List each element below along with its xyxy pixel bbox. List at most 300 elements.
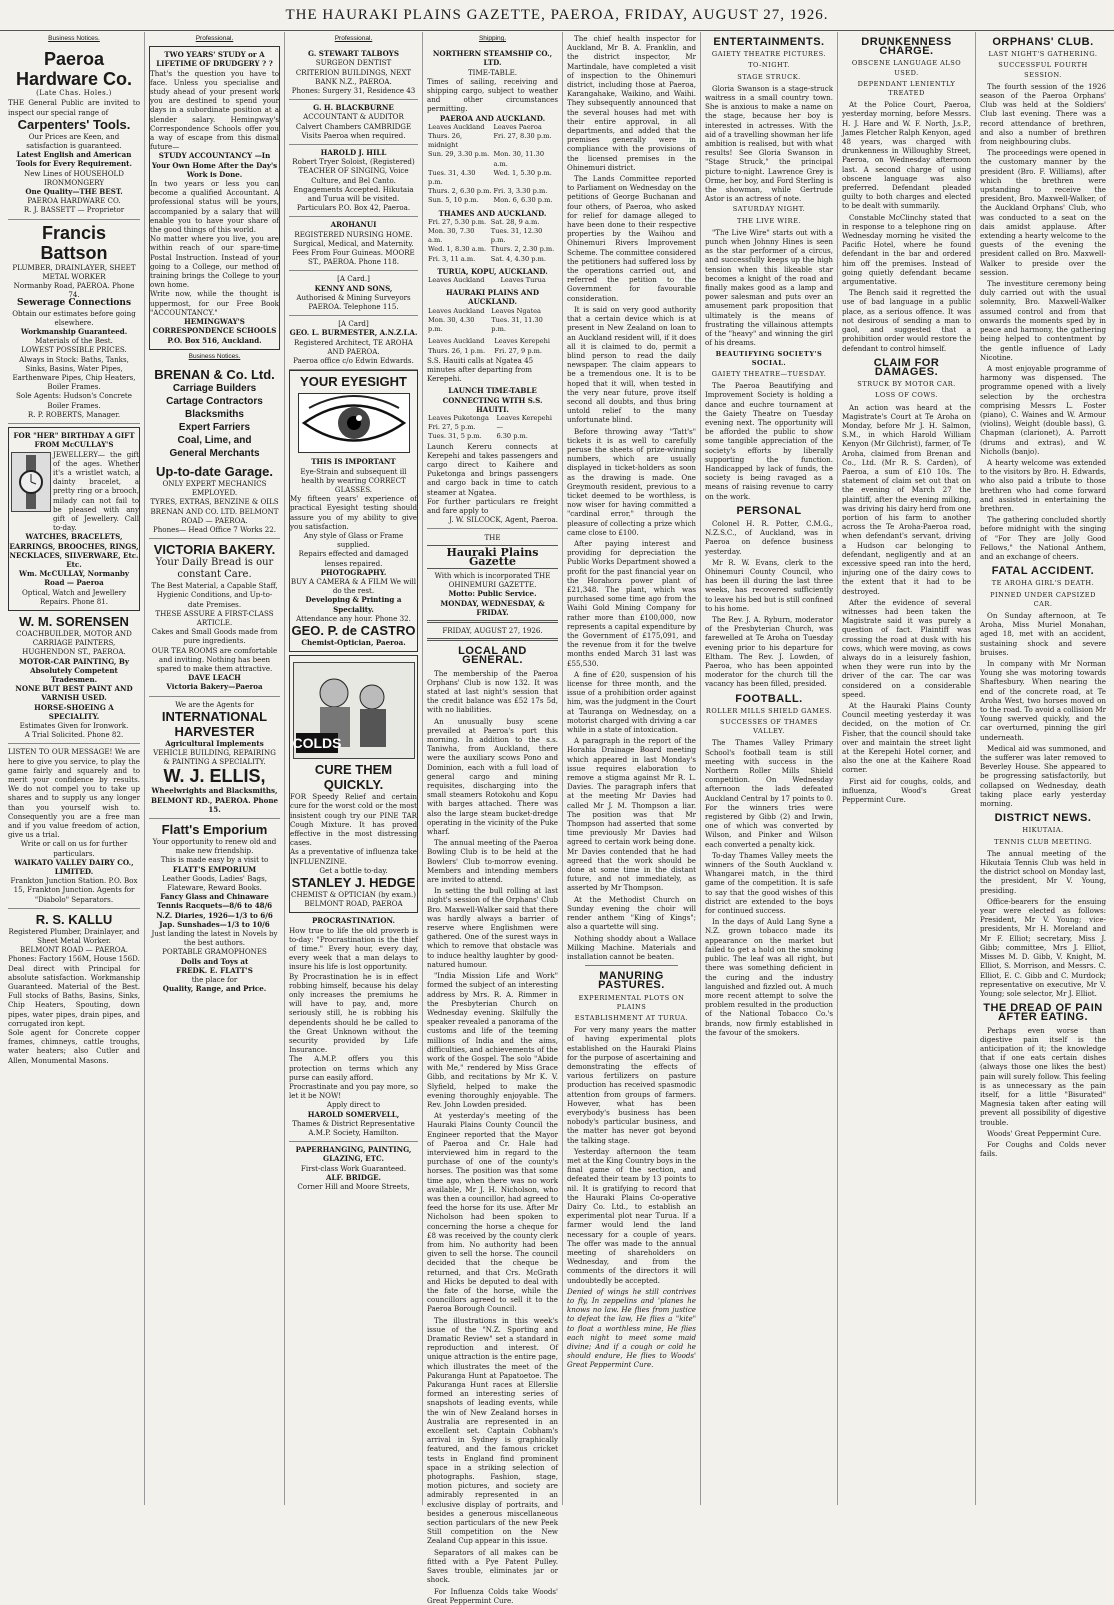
motto: Motto: Public Service.: [448, 589, 537, 599]
paragraph: In setting the bull rolling at last night's session of the Orphans' Club Bro. Maxwell-Walker said that there was hardly always a barrier of reserve where Englishmen were gathered. One of the surest ways in which to remove that obstacle was to induce healthy laughter by good-natured humour.: [427, 886, 558, 969]
brenan-phones: Phones— Head Office 7 Works 22.: [152, 524, 277, 534]
cell: Fri. 27, 5.30 p.m.: [428, 217, 487, 226]
paragraph: The annual meeting of the Paeroa Bowling Club is to be held at the Bowlers' Club to-morrow evening. Members and intending members are invited to attend.: [427, 838, 558, 885]
procrastination-ad: [289, 913, 418, 1142]
important: THIS IS IMPORTANT: [311, 457, 396, 467]
gaiety-tuesday: GAIETY THEATRE—TUESDAY.: [711, 369, 827, 378]
saturday-night: SATURDAY NIGHT.: [732, 205, 806, 214]
paragraph: At the Police Court, Paeroa, yesterday morning, before Messrs. H. J. Hare and W. F. North, J.s.P., James Fletcher Ralph Kenyon, aged 48 years, was charged with drunkenness in Willoughby Street, Paeroa, on Wednesday afternoon last. A second charge of using obscene language was also preferred. Defendant pleaded guilty to both charges and elected to be dealt with summarily.: [842, 100, 971, 211]
cell: Thurs. 26, 1 p.m.: [428, 346, 486, 355]
cell: Leaves Ngatea: [491, 306, 541, 315]
garage-heading: Up-to-date Garage.: [155, 463, 273, 479]
news-continued: [567, 34, 696, 961]
cell: Thurs. 26, midnight: [428, 132, 463, 150]
blackburne-trade: ACCOUNTANT & AUDITOR: [303, 112, 404, 122]
dave-leach: DAVE LEACH: [188, 673, 241, 683]
battson-trade: PLUMBER, DRAINLAYER, SHEET METAL WORKER: [12, 262, 136, 281]
paragraph: The fourth session of the 1926 season of the Paeroa Orphans' Club was held at the Soldiers' Club last evening. There was a record attendance of brethren, and also a number of brethren from neighbouring clubs.: [980, 81, 1106, 147]
paragraph: The Bench said it regretted the use of bad language in a public place, as a serious offence. It was not desirous of sending a man to gaol, and suggested that a prohibition order would restore the defendant to control himself.: [842, 288, 971, 353]
cell: Tues. 31, 11.30 p.m.: [491, 315, 543, 334]
kenny-ad: [289, 271, 418, 316]
battson-name: Francis Battson: [40, 222, 108, 263]
none-but-best: NONE BUT BEST PAINT AND VARNISH USED.: [15, 684, 133, 703]
column-subheader: Business Notices.: [188, 352, 241, 360]
cell: Leaves Auckland: [428, 337, 485, 346]
brenan-name: BRENAN & Co. Ltd.: [154, 366, 275, 382]
blackburne-visits: Visits Paeroa when required.: [301, 130, 406, 140]
paragraph: The investiture ceremony being duly carried out with the usual solemnity, Bro. Maxwell-Walker assumed control and from that onwards the moments sped by in peace and harmony, the gathering being helped to contentment by the gentle influence of Lady Nicotine.: [980, 279, 1106, 362]
route-3-head-0: Leaves Auckland: [428, 276, 485, 285]
hemingway: HEMINGWAY'S CORRESPONDENCE SCHOOLS P.O. Box 516, Auckland.: [152, 317, 277, 345]
study-text-2: In two years or less you can become a qualified Accountant. A professional status will be yours, accompanied by a salary that will enable you to have your share of the good things of this world.: [150, 179, 279, 235]
talboys-name: G. STEWART TALBOYS: [308, 49, 399, 59]
arohanui-trade: REGISTERED NURSING HOME. Surgical, Medical, and Maternity. Fees From Four Guineas. MOORE ST., PAEROA. Phone 118.: [292, 229, 415, 267]
tyres: TYRES, EXTRAS, BENZINE & OILS: [150, 497, 279, 507]
table-row: [427, 255, 558, 264]
cell: Sat. 28, 9 a.m.: [490, 217, 540, 226]
issue-date: FRIDAY, AUGUST 27, 1926.: [442, 625, 543, 635]
flatts-text: Your opportunity to renew old and make new friendship.: [152, 836, 277, 856]
gazette-nameplate: [427, 533, 558, 665]
route-1-head-1: Leaves Paeroa: [493, 122, 542, 131]
launch-table: [427, 414, 558, 442]
table-row: [427, 316, 558, 334]
tonight: TO-NIGHT.: [748, 61, 790, 70]
struck: STRUCK BY MOTOR CAR.: [857, 380, 956, 389]
cell: Wed. 1, 5.30 p.m.: [493, 168, 552, 177]
manager: R. P. ROBERTS, Manager.: [27, 409, 121, 419]
fatal-heading: FATAL ACCIDENT.: [991, 565, 1095, 578]
mccullay-text: JEWELLERY— the gift of the ages. Whether it's a wristlet watch, a dainty bracelet, a pretty ring or a brooch, milady can not fail to be pleased with any gift of Jewellery. Call to-day.: [53, 449, 139, 533]
paragraph: Woods' Great Peppermint Cure.: [987, 1128, 1102, 1138]
cell: Mon. 6, 6.30 p.m.: [493, 196, 553, 205]
column-2: [145, 32, 285, 1505]
implements: Agricultural Implements: [165, 738, 264, 748]
photography: PHOTOGRAPHY.: [320, 567, 387, 577]
table-row: [427, 150, 558, 168]
battson-ad: [8, 220, 140, 424]
district-article: [980, 849, 1106, 998]
attendance: Attendance any hour. Phone 32.: [296, 613, 411, 623]
kallu-ad: [8, 909, 140, 1069]
route-3-title: TURUA, KOPU, AUCKLAND.: [437, 266, 548, 276]
study-text: That's the question you have to face. Unless you specialise and study ahead of your present work you are destined to spend your days in a subordinate position at a slender salary. Hemingway's Correspondence Schools offer you a way of escape from this dismal future—: [150, 68, 279, 152]
motorcar-painting: MOTOR-CAR PAINTING, By Absolutely Competent Tradesmen.: [19, 656, 129, 684]
talboys-trade: SURGEON DENTIST: [315, 58, 392, 68]
study-title: TWO YEARS' STUDY or A LIFETIME OF DRUDGERY ? ?: [156, 50, 273, 69]
eye-text-4: Repairs effected and damaged lenses repaired.: [298, 549, 409, 568]
route-3-head-1: Leaves Turua: [500, 276, 546, 285]
column-header: Shipping.: [478, 35, 507, 42]
mccullay-list: WATCHES, BRACELETS, EARRINGS, BROOCHES, RINGS, NECKLACES, SILVERWARE, Etc. Etc.: [9, 532, 139, 569]
quality-range: Quality, Range, and Price.: [162, 984, 267, 994]
study-text-4: Write now, while the thought is uppermost, for our Free Book "ACCOUNTANCY.": [150, 289, 279, 317]
somerville-name: HAROLD SOMERVELL,: [307, 1109, 400, 1119]
ellis-ad: [149, 697, 280, 819]
steamship-ad: [427, 46, 558, 529]
firstclass: First-class Work Guaranteed.: [300, 1163, 407, 1173]
brenan-ad: [149, 364, 280, 539]
dependant: DEPENDANT LENIENTLY TREATED: [857, 79, 956, 98]
mccullay-head: FOR "HER" BIRTHDAY A GIFT FROM McCULLAY'S: [13, 431, 135, 450]
route-4-title: HAURAKI PLAINS AND AUCKLAND.: [445, 288, 540, 307]
paragraph: The annual meeting of the Hikutaia Tennis Club was held in the district school on Monday last, the president, Mr V. Young, presiding.: [980, 848, 1106, 895]
arohanui-ad: [289, 217, 418, 271]
paragraph: For very many years the matter of having experimental plots established on the Hauraki Plains for the purpose of ascertaining and demonstrating the effects of various fertilizers on pasture production has received spasmodic attention from groups of farmers. However, what has been everybody's business has been nobody's particular business, and the matter has never got beyond the talking stage.: [567, 1025, 696, 1145]
silcock: J. W. SILCOCK, Agent, Paeroa.: [448, 515, 558, 525]
bridge-ad: [289, 1142, 418, 1195]
column-6: [701, 32, 838, 1505]
paragraph: The Paeroa Beautifying and Improvement Society is holding a dance and euchre tournament at the Gaiety Theatre on Tuesday evening next. The opportunity will be afforded the public to show some tangible appreciation of the society's efforts by liberally supporting the function. Handicapped by lack of funds, the society is being ravaged as a means of raising revenue to carry on the work.: [705, 381, 833, 501]
paragraph: A hearty welcome was extended to the visitors by Bro. H. Edwards, who also paid a tribute to those brethren who had come forward and assisted in entertaining the brethren.: [980, 457, 1106, 513]
bakery-text: The Best Material, a Capable Staff, Hygienic Conditions, and Up-to-date Premises.: [151, 581, 278, 609]
harvester: INTERNATIONAL HARVESTER: [161, 708, 268, 739]
paragraph: The chief health inspector for Auckland, Mr B. A. Franklin, and the district inspector, Mr Martindale, have completed a visit of inspection to the Ohinemuri district, including those at Paeroa, Karangahake, Waikino, and Waihi. They subsequently announced that the several houses had met with their entire approval, in all departments, and added that the premises generally were in compliance with the provisions of the licensed premises in the Ohinemuri district.: [567, 34, 696, 172]
victoria-ad: [149, 539, 280, 696]
hikutaia: HIKUTAIA.: [1022, 826, 1064, 835]
diaries: N.Z. Diaries, 1926—1/3 to 6/6: [156, 910, 273, 920]
watch-illustration: [11, 452, 51, 512]
personal-article: [705, 519, 833, 689]
bridge-name: ALF. BRIDGE.: [325, 1172, 382, 1182]
hardware-ad: [8, 46, 140, 219]
battson-address: Normanby Road, PAEROA. Phone 74.: [13, 281, 135, 300]
cell: Tues. 31, 12.30 p.m.: [490, 227, 543, 245]
materials: Materials of the Best.: [35, 336, 113, 346]
table-row: [427, 132, 558, 150]
gazette-title: Hauraki Plains Gazette: [427, 545, 558, 569]
cell: —: [496, 423, 504, 432]
paragraph: The membership of the Paeroa Orphans' Club is now 132. It was stated at last night's session that the credit balance was £52 17s 5d, with no liabilities.: [427, 668, 558, 715]
flatts-name: Flatt's Emporium: [161, 821, 268, 837]
kallu-text: Deal direct with Principal for absolute satisfaction. Workmanship Guaranteed. Material of the Best. Full stocks of Baths, Basins, Sinks, Chip Heaters, Spouting, down pipes, water pipes, drain pipes, and corrugated iron kept.: [8, 963, 140, 1028]
novels: Just landing the latest in Novels by the best authors.: [151, 929, 278, 948]
hardware-name: Paeroa Hardware Co.: [15, 49, 133, 90]
tennis: Tennis Racquets—8/6 to 48/6: [156, 901, 273, 911]
beautifying-article: [705, 381, 833, 501]
paragraph: After paying interest and providing for depreciation the Public Works Department showed a profit for the past financial year on the Horahora power plant of £21,348. The plant, which was purchased some time ago from the Waihi Gold Mining Company for rather more than £100,000, now represents a capital expenditure by the Government of £175,091, and the revenue from it for the twelve months ended March 31 last was £55,530.: [567, 538, 696, 668]
successful: SUCCESSFUL FOURTH SESSION.: [998, 61, 1088, 79]
column-1: [4, 32, 145, 1505]
fancy: Fancy Glass and Chinaware: [160, 892, 269, 902]
paragraph: A fine of £20, suspension of his license for three month, and the issue of a prohibition order against him, was the judgment in the Court at Tauranga on Wednesday, on a motorist charged with driving a car while in a state of intoxication.: [567, 669, 696, 735]
waikato-sub: Frankton Junction Station. P.O. Box 15, Frankton Junction. Agents for "Diabolo" Separators.: [10, 876, 138, 904]
somerville-trade: Thames & District Representative A.M.P. Society, Hamilton.: [292, 1118, 415, 1138]
assure: THESE ASSURE A FIRST-CLASS ARTICLE.: [155, 608, 274, 627]
paragraph: In company with Mr Norman Young she was motoring towards Shaftesbury. When nearing the end of the concrete road, at Te Aroha West, two horses moved on to the road. To avoid a collision Mr Young swerved quickly, and the car overturned, pinning the girl underneath.: [980, 659, 1106, 742]
orphans-article: [980, 82, 1106, 561]
paragraph: The Thames Valley Primary School's football team is still meeting with success in the Northern Roller Mills Shield competition. On Wednesday afternoon the lads defeated Auckland Central by 17 points to 0. For the winners tries were registered by Gibb (2) and Irwin, one of which was converted by Wilson, and Pinker and Wilson each converted a penalty kick.: [705, 738, 833, 849]
pinned: PINNED UNDER CAPSIZED CAR.: [990, 590, 1096, 608]
days: MONDAY, WEDNESDAY, & FRIDAY.: [440, 598, 545, 617]
timetable-text: Times of sailing, receiving and shipping cargo, subject to weather and other circumstances permitting.: [427, 76, 558, 114]
bridge-address: Corner Hill and Moore Streets,: [297, 1182, 410, 1192]
ellis-trade: Wheelwrights and Blacksmiths,: [151, 786, 278, 796]
paragraph: Perhaps even worse than digestive pain itself is the anticipation of it; the knowledge that if one eats certain dishes (always those one likes the best) pain will surely follow. This feeling is as unnecessary as the pain itself, for a little "Bisurated" Magnesia taken after eating will prevent all possibility of digestive trouble.: [980, 1025, 1106, 1127]
hardware-text: THE General Public are invited to inspect our special range of: [8, 98, 140, 117]
burmester-office: Paeroa office c/o Edwin Edwards.: [293, 356, 414, 366]
mccullay-sub: Optical, Watch and Jewellery Repairs. Phone 81.: [21, 587, 127, 606]
cell: Fri. 27, 8.30 p.m.: [493, 132, 552, 141]
cakes: Cakes and Small Goods made from pure ingredients.: [151, 627, 278, 646]
paragraph: The Lands Committee reported to Parliament on Wednesday on the petitions of George Buchanan and four others, of Paeroa, who asked for relief for damage alleged to have been done to their respective properties by the Waihou and Ohinemuri Rivers Improvement Scheme. The committee considered the petitioners had suffered loss by the operations carried out, and referred the petition to the Government for favourable consideration.: [567, 174, 696, 303]
girl-death: TE AROHA GIRL'S DEATH.: [991, 579, 1095, 588]
estimates: Estimates Given for Ironwork.: [19, 720, 129, 730]
bottle: Get a bottle to-day.: [319, 865, 388, 875]
eye-text-3: Any style of Glass or Frame supplied.: [303, 530, 404, 550]
cell: Leaves Kerepehi: [496, 413, 552, 422]
kenny-card: [A Card.]: [337, 274, 370, 284]
horseshoeing: HORSE-SHOEING A SPECIALITY.: [34, 702, 114, 721]
eye-text-2: My fifteen years' experience of practical Eyesight testing should assure you of my ability to give you satisfaction.: [290, 494, 417, 531]
district-heading: DISTRICT NEWS.: [994, 812, 1092, 825]
newspaper-columns: [4, 32, 1110, 1605]
table-row: [427, 227, 558, 245]
orphans-heading: ORPHANS' CLUB.: [992, 36, 1094, 48]
manuring-sub: EXPERIMENTAL PLOTS ON PLAINS: [578, 993, 685, 1011]
apply: Apply direct to: [326, 1100, 381, 1110]
sorensen-trade: COACHBUILDER, MOTOR AND CARRIAGE PAINTERS, HUGHENDON ST., PAEROA.: [16, 628, 132, 657]
hardware-text-2: Our Prices are Keen, and satisfaction is guaranteed.: [26, 131, 122, 151]
eye-illustration: [298, 393, 410, 453]
proprietor: R. J. BASSETT — Proprietor: [23, 205, 125, 215]
column-8: [976, 32, 1110, 1505]
paragraph: Gloria Swanson is a stage-struck waitress in a small country town. She is anxious to make a name on the stage, because her boy is interested in actresses. With the aid of a travelling showman her life ambition is realised, but with what results! See Gloria Swanson in "Stage Struck," the principal picture to-night. Lawrence Grey is Orme, her boy, and Ford Sterling is the showman, while Gertrude Astor is an actress of note.: [705, 83, 833, 204]
blackburne-address: Calvert Chambers CAMBRIDGE: [295, 121, 412, 131]
kallu-name: R. S. KALLU: [35, 911, 113, 927]
hedge-address: BELMONT ROAD, PAEROA: [304, 899, 403, 909]
trial: A Trial Solicited. Phone 82.: [24, 730, 124, 740]
manuring-heading: MANURING PASTURES.: [598, 970, 665, 992]
table-row: [427, 432, 558, 441]
castro-trade: Chemist-Optician, Paeroa.: [301, 637, 406, 647]
cell: Thurs. 2, 6.30 p.m.: [428, 187, 492, 196]
write-text: Write or call on us for further particulars.: [20, 839, 128, 858]
flatts-emporium: FLATT'S EMPORIUM: [172, 864, 257, 874]
ellis-name: W. J. ELLIS,: [163, 766, 266, 787]
talboys-phones: Phones: Surgery 31, Residence 43: [291, 86, 416, 96]
burmester-trade: Registered Architect, TE AROHA AND PAEROA.: [294, 337, 413, 356]
cell: Sun. 5, 10 p.m.: [428, 196, 479, 205]
paragraph: The proceedings were opened in the customary manner by the president (Bro. F. Williams), after which the brethren were upstanding to receive the president, Bro. Maxwell-Walker, of the Auckland Orphans' Club, who was conducted to a seat on the dais amidst applause. After extending a hearty welcome to the guests of the evening the president called on Bro. Maxwell-Walker to preside over the session.: [980, 148, 1106, 277]
flatts-text-2: This is made easy by a visit to: [160, 855, 269, 865]
agents-for: We are the Agents for: [175, 699, 254, 709]
paragraph: Denied of wings he still contrives to fly, In zeppelins and 'planes he knows no law. He flies from justice to defeat the law, He flies a "kite" to float a worthless mine, He flies each night to meet some maid divine; And if a cough or cold he should endure, He flies to Woods' Great Peppermint Cure.: [567, 1286, 696, 1370]
paragraph: To-day Thames Valley meets the winners of the South Auckland v. Whangarei match, in the third game of the competition. It is safe to say that the good wishes of this district are extended to the boys for continued success.: [705, 850, 833, 916]
cell: Leaves Kerepehi: [494, 337, 550, 346]
paragraph: "India Mission Life and Work" formed the subject of an interesting address by Mrs. R. A. Rimmer in the Presbyterian Church on Wednesday evening. Skilfully the speaker revealed a panorama of the customs and life of the teeming millions of India and the aims, difficulties, and achievements of the work of the Gospel. The solo "Abide with Me," rendered by Miss Grace Gibb, and recitations by Mr K. V. Slyfield, helped to make the evening thoroughly enjoyable. The Rev. John Lowden presided.: [427, 971, 558, 1109]
kenny-trade: Authorised & Mining Surveyors PAEROA. Telephone 115.: [296, 292, 411, 312]
colds-label: COLDS: [292, 735, 341, 752]
sewerage-heading: Sewerage Connections: [16, 298, 132, 309]
paragraph: At the Hauraki Plains County Council meeting yesterday it was decided, on the motion of Cr. Fisher, that the council should take over and maintain the street light at the Kerepehi Hotel corner, and also the one at the Kaihere Road corner.: [842, 701, 971, 775]
mccullay-name: Wm. McCULLAY, Normanby Road — Paeroa: [19, 569, 129, 588]
paragraph: Medical aid was summoned, and the sufferer was later removed to Beverley House. She appeared to be progressing satisfactorily, but collapsed on Wednesday, death taking place early yesterday morning.: [980, 743, 1106, 809]
cell: Mon. 30, 4.30 p.m.: [428, 315, 475, 334]
eyesight-heading: YOUR EYESIGHT: [300, 374, 407, 390]
loss: LOSS OF COWS.: [875, 391, 938, 400]
steamship-name: NORTHERN STEAMSHIP CO., LTD.: [432, 49, 553, 68]
route-5-table: [427, 337, 558, 355]
claim-heading: CLAIM FOR DAMAGES.: [873, 356, 940, 378]
paragraph: At yesterday's meeting of the Hauraki Plains County Council the Engineer reported that the Mayor of Paeroa and Cr. Hale had interviewed him in regard to the purchase of one of the county's horses. The position was that some time ago, when there was no work available, Mr J. H. Nicholson, who was then a councillor, had agreed to feed the horse for its use. After Mr Nicholson had been spoken to concerning the horse a cheque for £8 was received by the county clerk from him. No authority had been given to sell the horse. The council decided that the cheque be returned, and that Crs. McGrath and Hicks be deputed to deal with the fate of the horse, while the councillors agreed to sell it to the Paeroa Borough Council.: [427, 1111, 558, 1314]
castro-name: GEO. P. de CASTRO: [291, 622, 416, 638]
paragraph: In the days of Auld Lang Syne a N.Z. grown tobacco made its appearance on the market but failed to get a hold on the smoking public. The leaf was all right, but there was something deficient in the curing and the industry languished and fizzled out. A much more recent attempt to solve the problem resulted in the production of the National Tobacco Co.'s brands, now firmly established in the favour of the smokers.: [705, 917, 833, 1037]
dread-heading: THE DREAD OF PAIN AFTER EATING.: [983, 1002, 1103, 1024]
waikato-name: WAIKATO VALLEY DAIRY CO., LIMITED.: [14, 857, 134, 877]
paragraph: Mr R. W. Evans, clerk to the Ohinemuri County Council, who has been ill during the last three weeks, has recovered sufficiently to leave his bed but is still confined to his home.: [705, 557, 833, 613]
cell: Sat. 4, 4.30 p.m.: [490, 254, 546, 263]
cell: Fri. 27, 9 p.m.: [494, 346, 542, 355]
paragraph: Separators of all makes can be fitted with a Pye Patent Pulley. Saves trouble, eliminates jar or shock.: [427, 1547, 558, 1585]
dolls: Dolls and Toys at: [180, 956, 249, 966]
study-accountancy: STUDY ACCOUNTANCY —In Your Own Home After the Day's Work is Done.: [151, 151, 278, 179]
flatts-goods: Leather Goods, Ladies' Bags, Flateware, Reward Books.: [162, 873, 267, 892]
portable: PORTABLE GRAMOPHONES: [162, 947, 267, 957]
study-text-3: No matter where you live, you are within reach of our spare-time Postal Instruction. Instead of your going to a College, our method of training brings the College to your own home.: [150, 234, 279, 290]
route-2-table: [427, 218, 558, 264]
table-row: [427, 196, 558, 205]
hill-name: HAROLD J. HILL: [320, 148, 387, 158]
lowest-prices: LOWEST POSSIBLE PRICES.: [21, 345, 127, 355]
football-article: [705, 738, 833, 1037]
colds-text: FOR Speedy Relief and certain cure for the worst cold or the most insistent cough try our PINE TAR Cough Mixture. It has proved effective in the most distressing cases.: [290, 792, 417, 848]
paragraph: At the Methodist Church on Sunday evening the choir will render anthem "King of Kings"; also a quartette will sing.: [567, 894, 696, 932]
football-heading: FOOTBALL.: [735, 692, 803, 705]
table-row: [427, 245, 558, 254]
local-general-heading: LOCAL AND GENERAL.: [458, 645, 527, 667]
hardware-sub: (Late Chas. Holes.): [36, 89, 112, 98]
new-lines: New Lines of HOUSEHOLD IRONMONGERY: [24, 168, 124, 187]
burmester-name: GEO. L. BURMESTER, A.N.Z.I.A.: [289, 328, 418, 338]
cure-heading: CURE THEM QUICKLY.: [314, 762, 393, 793]
paragraph: It is said on very good authority that a certain device which is at present in New Zealand on loan to an Auckland resident will, if it does all it is claimed to do, permit a blind person to read the daily newspaper. The claim appears to be a tremendous one. It is to be hoped that it will, when tested in the very near future, prove itself second all doubts, and thus bring untold relief to the many unfortunate blind.: [567, 304, 696, 425]
claim-article: [842, 403, 971, 805]
paragraph: The Rev. J. A. Ryburn, moderator of the Presbyterian Church, was farewelled at Te Aroha on Tuesday evening prior to his departure for Eltham. The Rev. J. Lowden, of Paeroa, who has been appointed moderator for the church till the vacancy has been filled, presided.: [705, 614, 833, 689]
paragraph: For Influenza Colds take Woods' Great Peppermint Cure.: [427, 1586, 558, 1605]
column-header: Professional.: [334, 35, 373, 42]
manuring-sub-2: ESTABLISHMENT AT TURUA.: [574, 1013, 689, 1022]
quality-line: One Quality—THE BEST.: [25, 187, 123, 197]
victoria-name: VICTORIA BAKERY.: [153, 542, 276, 558]
carpenters-tools: Carpenters' Tools.: [17, 116, 131, 132]
entertainment-article: [705, 84, 833, 204]
table-row: [427, 307, 558, 316]
hauiti-note: S.S. Hauiti calls at Ngatea 45 minutes after departing from Kerepehi.: [427, 355, 534, 384]
entertainments-heading: ENTERTAINMENTS.: [713, 36, 825, 48]
paragraph: Office-bearers for the ensuing year were elected as follows: President, Mr V. Young; vice-presidents, Mr H. Moreland and Mr F. Elliot; secretary, Miss J. Gibb; committee, Mrs J. Elliot, Misses M. D. Gibb, V. Knight, M. Elliot, S. Morrison, and Messrs. C. Elliot, E. C. Gibb and C. Murdock; representative on executive, Mr V. Young; sole selector, Mr J. Elliot.: [980, 896, 1106, 998]
arohanui-name: AROHANUI: [330, 220, 377, 230]
kallu-trade: Registered Plumber, Drainlayer, and Sheet Metal Worker.: [8, 926, 140, 946]
sneezing-man-illustration: [293, 662, 415, 759]
paragraph: First aid for coughs, colds, and influenza, Wood's Great Peppermint Cure.: [842, 776, 971, 805]
eyesight-ad: [289, 370, 418, 652]
cell: Tues. 31, 4.30 p.m.: [428, 168, 476, 187]
paragraph: For Coughs and Colds never fails.: [980, 1139, 1106, 1159]
cell: Tues. 31, 5 p.m.: [428, 432, 482, 441]
cell: Thurs. 2, 2.30 p.m.: [490, 245, 555, 254]
paragraph: The illustrations in this week's issue of the "N.Z. Sporting and Dramatic Review" set a standard in reproduction and interest. Of unique attraction is the entire page, which illustrates the meet of the Pakuranga Hunt at Papatoetoe. The Pakuranga Hunt races at Ellerslie formed an interesting series of snapshots of leading events, while the win of New Zealand horses in Australia are represented in an excellent set. Captain Cobham's arrival in Sydney is graphically featured, and the famous cricket tests in England find prominent space in a striking selection of photographs. Fashion, stage, motion pictures, and society are admirably represented in an exclusive display of portraits, and besides a generous miscellaneous section particulars of the new Peek Still competition on the New Zealand Cup appear in this issue.: [427, 1315, 558, 1546]
flatts-ad: [149, 819, 280, 997]
blackburne-name: G. H. BLACKBURNE: [313, 103, 394, 113]
photo-text: BUY A CAMERA & A FILM We will do the rest.: [290, 576, 417, 596]
the: THE: [484, 533, 501, 543]
incorporated: With which is incorporated THE OHINEMURI GAZETTE.: [434, 570, 551, 590]
table-row: [427, 187, 558, 196]
table-row: [427, 337, 558, 346]
table-row: [427, 169, 558, 187]
column-7: [838, 32, 976, 1505]
obscene: OBSCENE LANGUAGE ALSO USED.: [851, 59, 962, 77]
blackburne-ad: [289, 100, 418, 145]
cell: Fri. 27, 5 p.m.: [428, 423, 476, 432]
kenny-name: KENNY AND SONS,: [314, 283, 393, 293]
place: the place for: [191, 975, 238, 985]
proc-text-4: Procrastinate and you pay more, so let it be NOW!: [289, 1082, 418, 1101]
dread-article: [980, 1026, 1106, 1159]
brenan-address: BRENAN AND CO. LTD. BELMONT ROAD — PAEROA.: [150, 506, 279, 525]
mccullay-ad: [8, 427, 140, 611]
listen-text: LISTEN TO OUR MESSAGE! We are here to give you service, to play the game fairly and squarely and to merit your confidence by results. We do not compel you to take up shares and to supply us any longer than you yourself wish to. Consequently you are a free man and if you value freedom of action, give us a trial.: [8, 747, 140, 840]
column-header: Professional.: [195, 35, 234, 42]
column-5: [563, 32, 701, 1505]
manuring-article: [567, 1025, 696, 1370]
latest-tools: Latest English and American Tools for Every Requirement.: [16, 150, 132, 169]
hill-ad: [289, 145, 418, 217]
eye-text: Eye-Strain and subsequent ill health by wearing CORRECT GLASSES.: [300, 466, 407, 494]
paperhanging: PAPERHANGING, PAINTING, GLAZING, ETC.: [295, 1145, 412, 1164]
column-4: [423, 32, 563, 1605]
paragraph: On Sunday afternoon, at Te Aroha, Miss Muriel Monahan, aged 18, met with an accident, sustaining shock and severe bruises.: [980, 610, 1106, 657]
gaiety-sub: GAIETY THEATRE PICTURES.: [711, 50, 827, 59]
cell: Wed. 1, 8.30 a.m.: [428, 245, 487, 254]
route-3-table: [427, 276, 558, 285]
route-4-table: [427, 307, 558, 335]
cell: 6.30 p.m.: [496, 432, 528, 441]
cell: Leaves Puketonga: [428, 413, 489, 422]
cell: Mon. 30, 11.30 a.m.: [493, 150, 545, 168]
stage-struck: STAGE STRUCK.: [737, 72, 801, 81]
company-name: PAEROA HARDWARE CO.: [27, 196, 121, 206]
procrastination-heading: PROCRASTINATION.: [311, 916, 396, 926]
route-1-head-0: Leaves Auckland: [428, 122, 485, 131]
brenan-list: Carriage Builders Cartage Contractors Blacksmiths Expert Farriers Coal, Lime, and General Merchants: [166, 382, 263, 459]
paragraph: Yesterday afternoon the team met at the King Country boys in the final game of the section, and defeated their team by 13 points to nil. It is gratifying to record that the Hauraki Plains Co-operative Dairy Co. Ltd., to establish an experimental plot near Turua. If a farmer would lend the land necessary for a couple of years. The offer was made to the annual meeting of shareholders on Wednesday, and from the comments of the directors it will undoubtedly be accepted.: [567, 1146, 696, 1285]
sorensen-ad: [8, 611, 140, 744]
beautifying-heading: BEAUTIFYING SOCIETY'S SOCIAL.: [715, 349, 823, 367]
talboys-ad: [289, 46, 418, 100]
route-2-title: THAMES AND AUCKLAND.: [438, 208, 547, 218]
launch-text: Launch Kereru connects at Kerepehi and takes passengers and cargo direct to Kaihere and Puketonga and brings passengers and cargo back in time to catch steamer at Ngatea.: [427, 441, 558, 497]
victoria-bakery: Victoria Bakery—Paeroa: [166, 682, 263, 692]
daily-bread: Your Daily Bread is our constant Care.: [155, 557, 274, 581]
cell: Fri. 3, 3.30 p.m.: [493, 187, 548, 196]
timetable-heading: TIME-TABLE.: [467, 67, 518, 77]
developing: Developing & Printing a Speciality.: [305, 595, 402, 614]
colds-ad: [289, 655, 418, 913]
live-wire-article: [705, 228, 833, 348]
table-row: [427, 414, 558, 423]
stock-list: Always in Stock: Baths, Tanks, Sinks, Basins, Water Pipes, Earthenware Pipes, Chip Heaters, Boiler Frames.: [12, 354, 136, 392]
paragraph: A most enjoyable programme of harmony was dispensed. The programme opened with a lively selection by the orchestra comprising Messrs L. Foster (piano), C. Waines and W. Armour (violins), Weight (double bass), G. Chapman (clarionet), A. Parrott (drums and extras), and W. Nicholls (banjo).: [980, 363, 1106, 456]
cell: Sun. 29, 3.30 p.m.: [428, 150, 490, 159]
column-3: [285, 32, 423, 1505]
sewerage-text: Obtain our estimates before going elsewhere.: [12, 308, 136, 327]
cell: Leaves Auckland: [428, 306, 485, 315]
ellis-address: BELMONT RD., PAEROA. Phone 15.: [151, 795, 278, 814]
roller-mills: ROLLER MILLS SHIELD GAMES.: [705, 706, 833, 715]
column-header: Business Notices.: [48, 35, 100, 42]
